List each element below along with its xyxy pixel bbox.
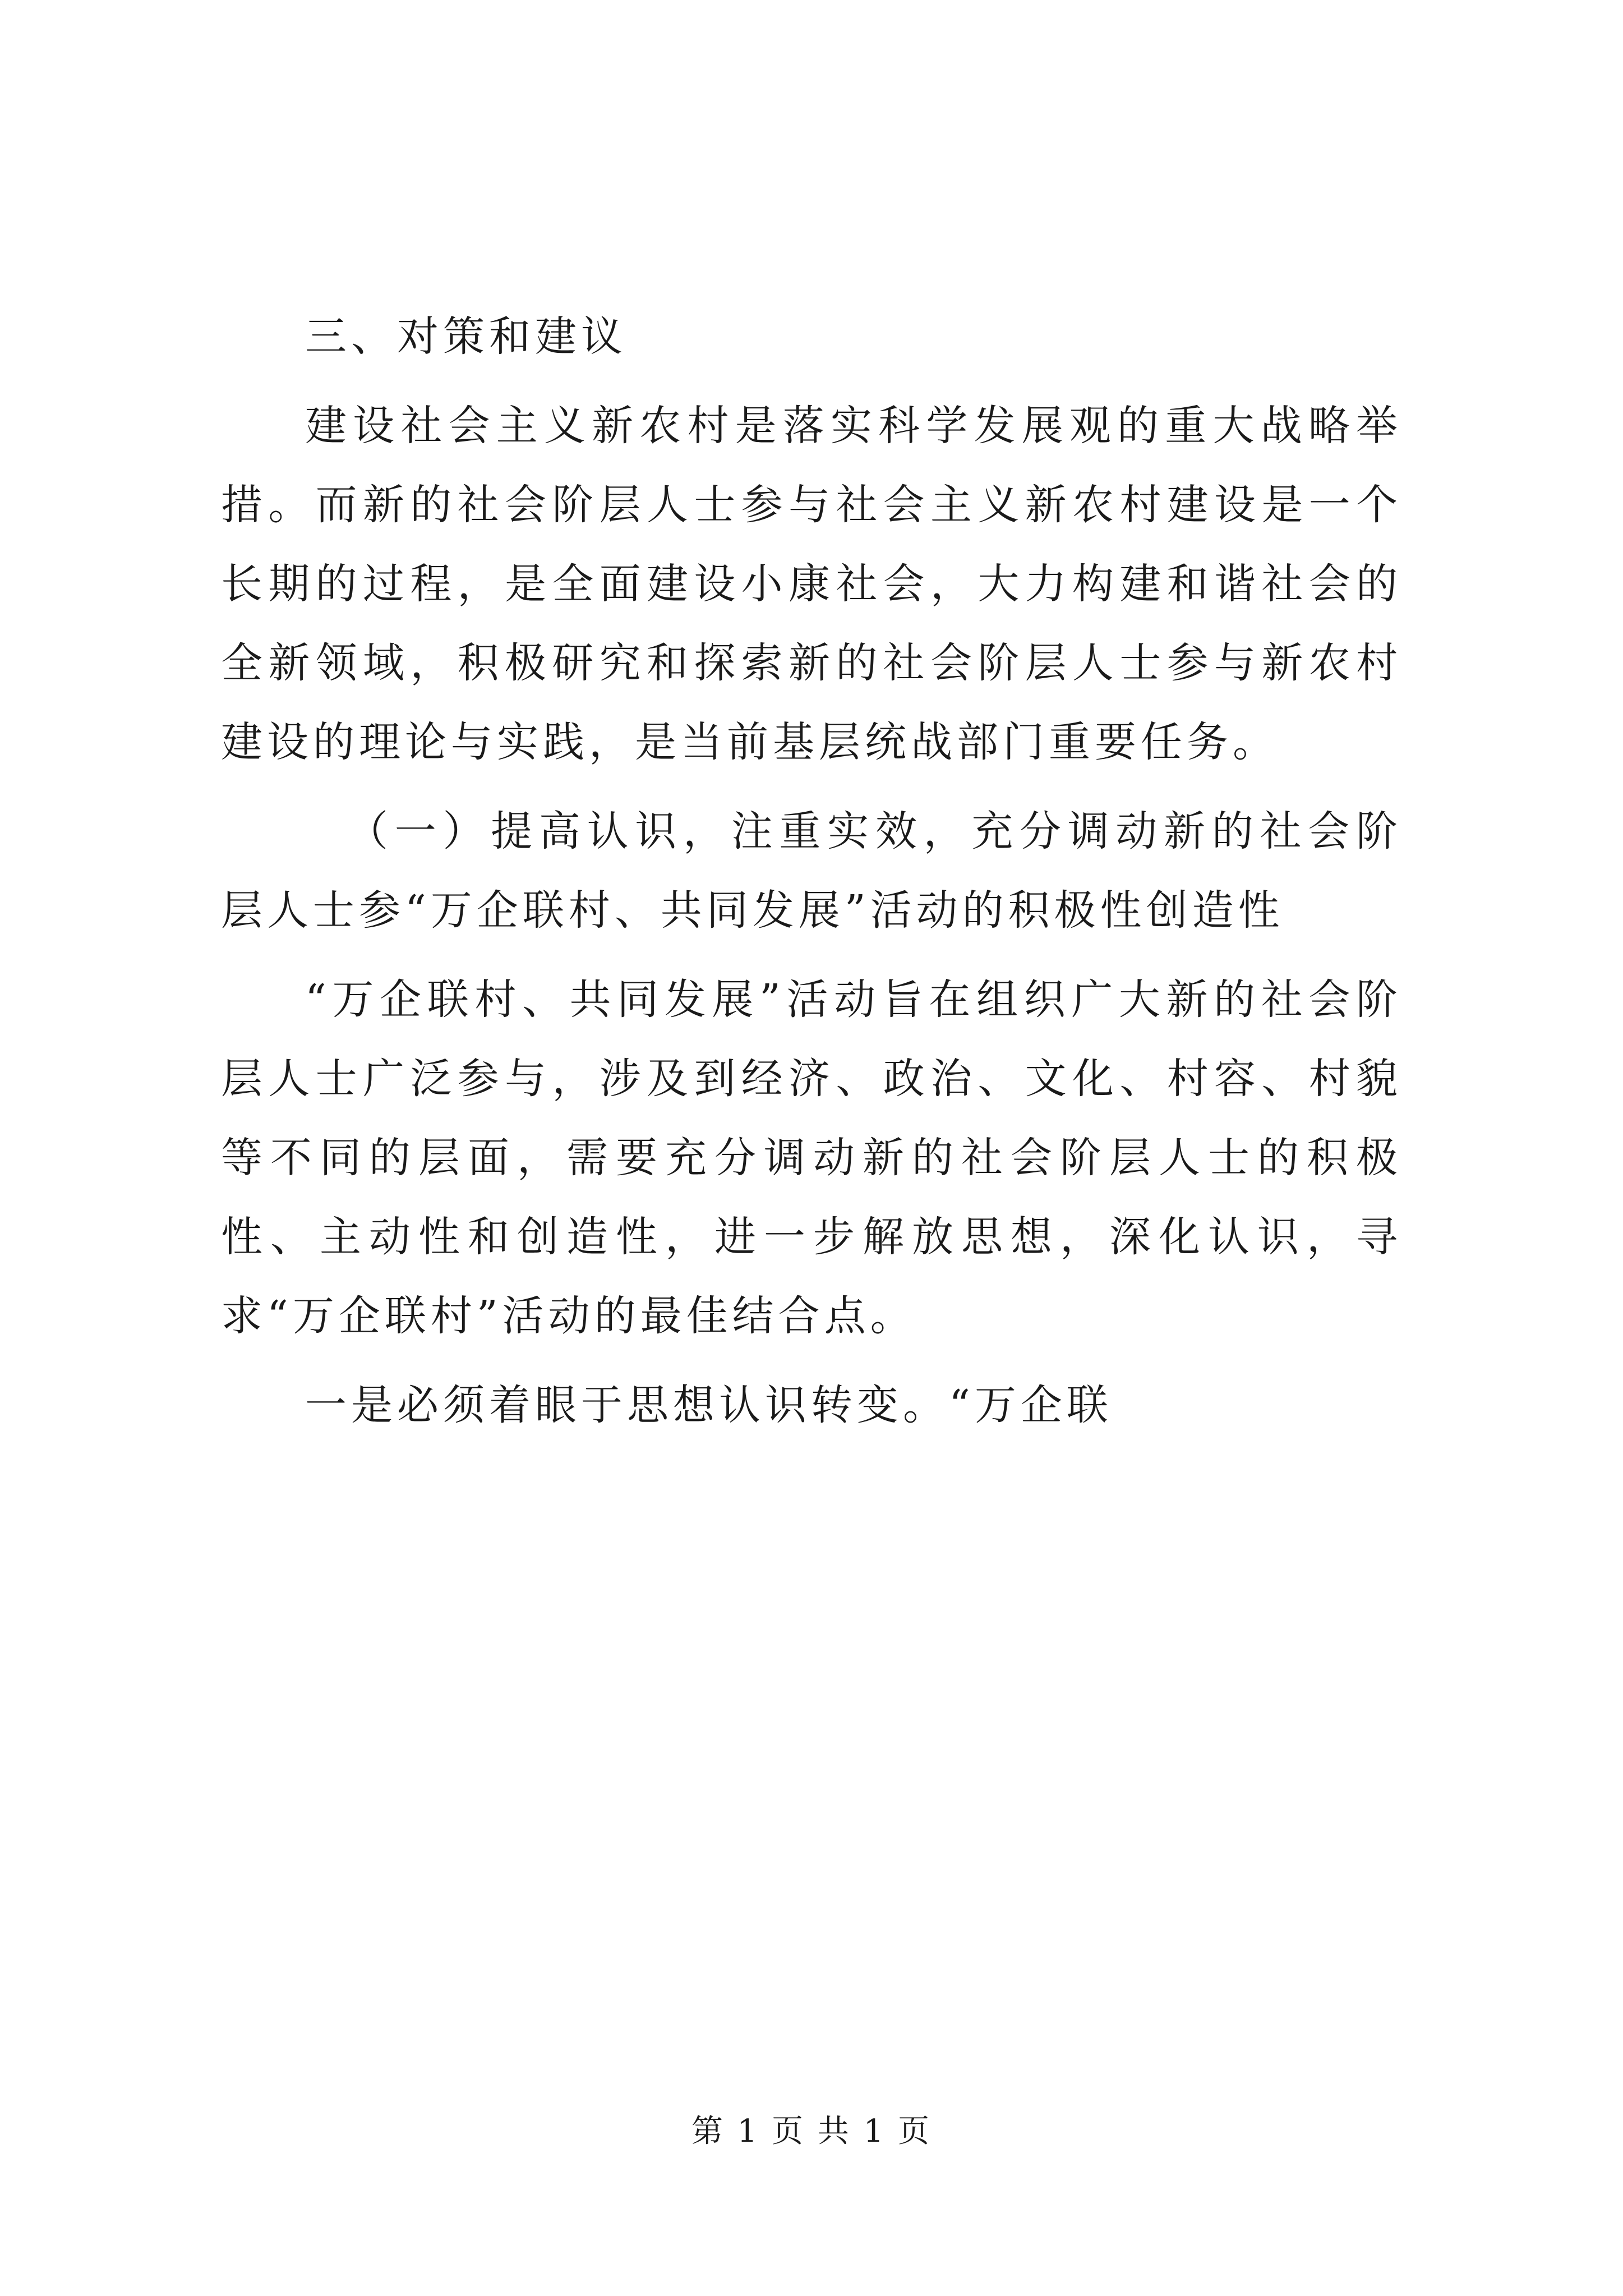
paragraph-point-one: 一是必须着眼于思想认识转变。“万企联 (305, 1381, 1113, 1429)
paragraph-activity: “万企联村、共同发展”活动旨在组织广大新的社会阶层人士广泛参与，涉及到经济、政治、文化、村容、村貌等不同的层面，需要充分调动新的社会阶层人士的积极性、主动性和创造性，进一步解放思想，深化认识，寻求“万企联村”活动的最佳结合点。 (221, 976, 1402, 1340)
paragraph-intro: 建设社会主义新农村是落实科学发展观的重大战略举措。而新的社会阶层人士参与社会主义新农村建设是一个长期的过程，是全面建设小康社会，大力构建和谐社会的全新领域，积极研究和探索新的社会阶层人士参与新农村建设的理论与实践，是当前基层统战部门重要任务。 (221, 402, 1402, 766)
document-body (221, 297, 1402, 1445)
section-heading: 三、对策和建议 (305, 312, 627, 361)
page-number-footer: 第 1 页 共 1 页 (691, 2113, 932, 2150)
subsection-heading: （一）提高认识，注重实效，充分调动新的社会阶层人士参“万企联村、共同发展”活动的积极性创造性 (221, 807, 1402, 935)
